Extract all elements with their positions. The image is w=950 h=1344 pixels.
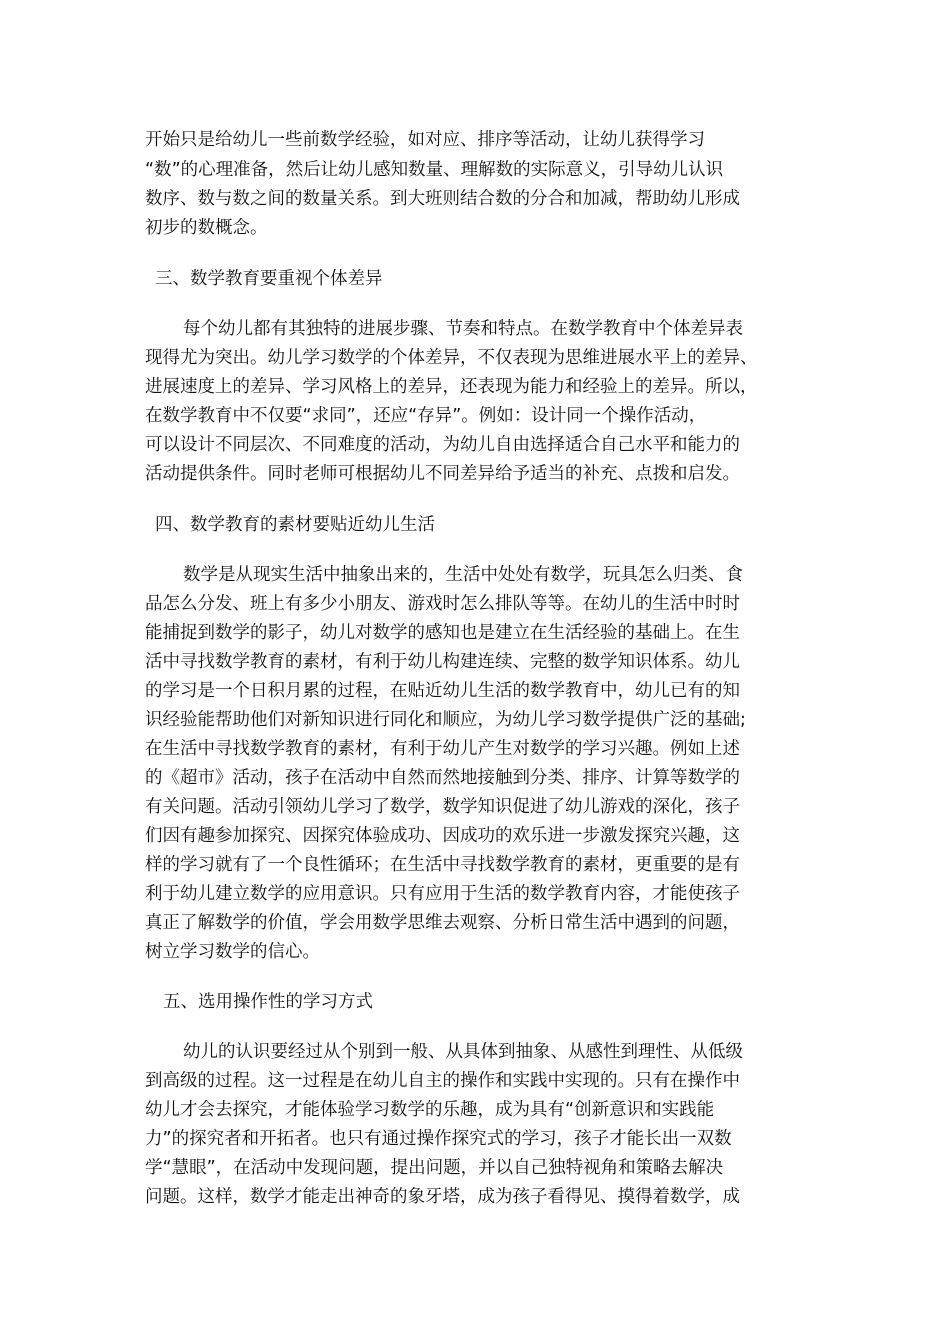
paragraph-line: 有关问题。活动引领幼儿学习了数学，数学知识促进了幼儿游戏的深化，孩子 (145, 797, 740, 817)
paragraph-line: 幼儿才会去探究，才能体验学习数学的乐趣，成为具有“创新意识和实践能 (145, 1100, 715, 1120)
paragraph-line: 每个幼儿都有其独特的进展步骤、节奏和特点。在数学教育中个体差异表 (183, 319, 743, 339)
paragraph-line: 问题。这样，数学才能走出神奇的象牙塔，成为孩子看得见、摸得着数学，成 (145, 1187, 740, 1207)
paragraph-line: 样的学习就有了一个良性循环；在生活中寻找数学教育的素材，更重要的是有 (145, 855, 740, 875)
section-heading-5: 五、选用操作性的学习方式 (163, 992, 373, 1012)
paragraph-line: 的《超市》活动，孩子在活动中自然而然地接触到分类、排序、计算等数学的 (145, 768, 740, 788)
paragraph-line: 真正了解数学的价值，学会用数学思维去观察、分析日常生活中遇到的问题， (145, 913, 740, 933)
paragraph-line: 识经验能帮助他们对新知识进行同化和顺应，为幼儿学习数学提供广泛的基础; (145, 710, 746, 730)
paragraph-line: 开始只是给幼儿一些前数学经验，如对应、排序等活动，让幼儿获得学习 (145, 130, 705, 150)
paragraph-line: 品怎么分发、班上有多少小朋友、游戏时怎么排队等等。在幼儿的生活中时时 (145, 594, 740, 614)
paragraph-line: 幼儿的认识要经过从个别到一般、从具体到抽象、从感性到理性、从低级 (183, 1042, 743, 1062)
paragraph-line: 数学是从现实生活中抽象出来的，生活中处处有数学，玩具怎么归类、食 (183, 565, 743, 585)
paragraph-line: 活中寻找数学教育的素材，有利于幼儿构建连续、完整的数学知识体系。幼儿 (145, 652, 740, 672)
paragraph-line: 们因有趣参加探究、因探究体验成功、因成功的欢乐进一步激发探究兴趣，这 (145, 826, 740, 846)
paragraph-line: “数”的心理准备，然后让幼儿感知数量、理解数的实际意义，引导幼儿认识 (145, 160, 724, 180)
section-heading-4: 四、数学教育的素材要贴近幼儿生活 (155, 515, 435, 535)
paragraph-line: 树立学习数学的信心。 (145, 942, 320, 962)
paragraph-line: 能捕捉到数学的影子，幼儿对数学的感知也是建立在生活经验的基础上。在生 (145, 623, 740, 643)
paragraph-line: 进展速度上的差异、学习风格上的差异，还表现为能力和经验上的差异。所以， (145, 377, 758, 397)
paragraph-line: 初步的数概念。 (145, 218, 268, 238)
paragraph-line: 可以设计不同层次、不同难度的活动，为幼儿自由选择适合自己水平和能力的 (145, 435, 740, 455)
paragraph-line: 现得尤为突出。幼儿学习数学的个体差异，不仅表现为思维进展水平上的差异、 (145, 348, 758, 368)
section-heading-3: 三、数学教育要重视个体差异 (155, 269, 383, 289)
paragraph-line: 到高级的过程。这一过程是在幼儿自主的操作和实践中实现的。只有在操作中 (145, 1071, 740, 1091)
paragraph-line: 利于幼儿建立数学的应用意识。只有应用于生活的数学教育内容，才能使孩子 (145, 884, 740, 904)
paragraph-line: 力”的探究者和开拓者。也只有通过操作探究式的学习，孩子才能长出一双数 (145, 1129, 732, 1149)
paragraph-line: 学“慧眼”，在活动中发现问题，提出问题，并以自己独特视角和策略去解决 (145, 1158, 724, 1178)
paragraph-line: 数序、数与数之间的数量关系。到大班则结合数的分合和加减，帮助幼儿形成 (145, 189, 740, 209)
paragraph-line: 在数学教育中不仅要“求同”，还应“存异”。例如：设计同一个操作活动， (145, 406, 707, 426)
paragraph-line: 活动提供条件。同时老师可根据幼儿不同差异给予适当的补充、点拨和启发。 (145, 464, 740, 484)
paragraph-line: 在生活中寻找数学教育的素材，有利于幼儿产生对数学的学习兴趣。例如上述 (145, 739, 740, 759)
paragraph-line: 的学习是一个日积月累的过程，在贴近幼儿生活的数学教育中，幼儿已有的知 (145, 681, 740, 701)
